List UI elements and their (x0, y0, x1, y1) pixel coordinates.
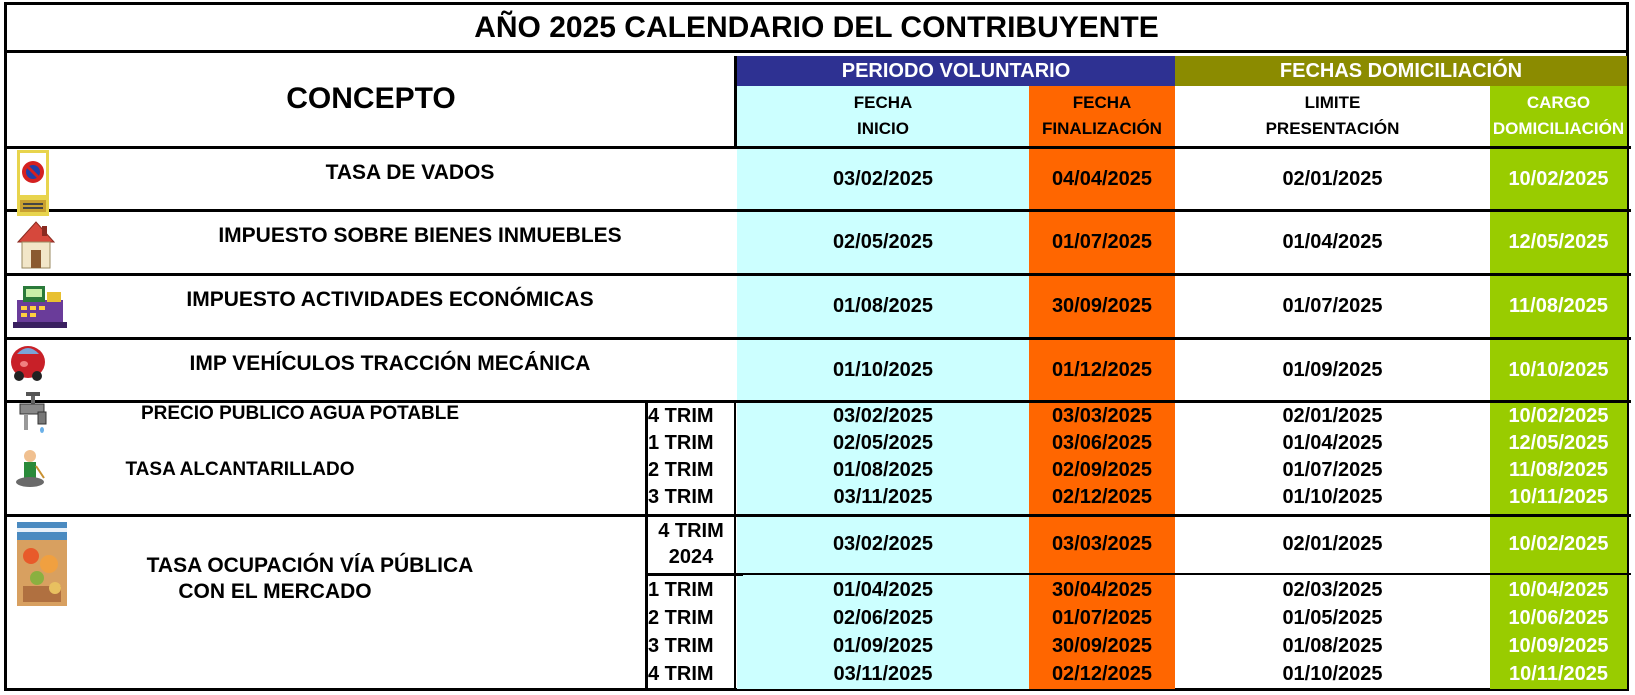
fecha-fin-value: 02/12/2025 (1051, 662, 1153, 685)
limite-value: 02/03/2025 (1282, 578, 1383, 601)
ocupacion-via-publica-label: TASA OCUPACIÓN VÍA PÚBLICA (146, 554, 474, 577)
no-parking-sign-icon (17, 150, 49, 216)
cash-register-icon (11, 278, 69, 330)
limite-value: 01/08/2025 (1282, 634, 1383, 657)
limite-value: 02/01/2025 (1282, 167, 1383, 190)
cargo-value: 10/02/2025 (1508, 405, 1609, 427)
trim-label: 1 TRIM (648, 578, 714, 601)
fecha-fin-value: 02/12/2025 (1051, 486, 1153, 508)
car-icon (8, 336, 48, 382)
trim-label: 4 TRIM 2024 (658, 520, 724, 568)
fecha-inicio-value: 01/09/2025 (832, 634, 934, 657)
cargo-value: 12/05/2025 (1508, 432, 1609, 454)
limite-value: 02/01/2025 (1282, 405, 1383, 427)
limite-presentacion-header: LIMITE PRESENTACIÓN (1265, 93, 1400, 138)
fecha-inicio-value: 01/08/2025 (832, 459, 934, 481)
limite-value: 01/09/2025 (1282, 358, 1383, 381)
concept-label: IMPUESTO SOBRE BIENES INMUEBLES (218, 224, 622, 247)
cargo-value: 10/10/2025 (1508, 358, 1609, 381)
fecha-inicio-header: FECHA INICIO (853, 93, 913, 138)
sewer-worker-icon (15, 448, 45, 488)
divider (737, 573, 1631, 575)
cargo-value: 10/04/2025 (1508, 578, 1609, 601)
fecha-fin-value: 03/03/2025 (1051, 532, 1153, 555)
cargo-value: 10/02/2025 (1508, 167, 1609, 190)
fecha-fin-value: 01/07/2025 (1051, 606, 1153, 629)
fecha-inicio-value: 02/05/2025 (832, 230, 934, 253)
water-tap-icon (18, 392, 48, 434)
cargo-value: 11/08/2025 (1509, 294, 1608, 317)
fecha-fin-value: 03/03/2025 (1051, 405, 1153, 427)
cargo-value: 11/08/2025 (1509, 459, 1608, 481)
concept-label: IMP VEHÍCULOS TRACCIÓN MECÁNICA (189, 352, 591, 375)
fecha-fin-value: 02/09/2025 (1051, 459, 1153, 481)
cargo-value: 10/02/2025 (1508, 532, 1609, 555)
fecha-inicio-value: 03/11/2025 (833, 662, 933, 685)
limite-value: 02/01/2025 (1282, 532, 1383, 555)
fecha-fin-value: 01/12/2025 (1051, 358, 1153, 381)
fecha-fin-value: 30/09/2025 (1051, 634, 1153, 657)
fecha-inicio-value: 03/02/2025 (832, 405, 934, 427)
cargo-value: 12/05/2025 (1508, 230, 1609, 253)
agua-potable-label: PRECIO PUBLICO AGUA POTABLE (140, 403, 460, 424)
limite-value: 01/04/2025 (1282, 432, 1383, 454)
cargo-value: 10/11/2025 (1509, 662, 1608, 685)
limite-value: 01/05/2025 (1282, 606, 1383, 629)
divider (734, 400, 736, 691)
cargo-value: 10/11/2025 (1509, 486, 1608, 508)
limite-value: 01/07/2025 (1282, 294, 1383, 317)
fecha-fin-value: 30/04/2025 (1051, 578, 1153, 601)
divider (734, 56, 737, 146)
fecha-fin-value: 30/09/2025 (1051, 294, 1153, 317)
trim-label: 4 TRIM (648, 662, 714, 685)
cargo-domiciliacion-header: CARGO DOMICILIACIÓN (1492, 93, 1625, 138)
fecha-inicio-value: 01/10/2025 (832, 358, 934, 381)
trim-label: 3 TRIM (648, 634, 714, 657)
cargo-value: 10/06/2025 (1508, 606, 1609, 629)
limite-value: 01/04/2025 (1282, 230, 1383, 253)
con-el-mercado-label: CON EL MERCADO (178, 580, 372, 603)
house-icon (13, 218, 59, 270)
cargo-value: 10/09/2025 (1508, 634, 1609, 657)
fecha-fin-value: 04/04/2025 (1051, 167, 1153, 190)
concept-label: TASA DE VADOS (325, 161, 495, 184)
concepto-header: CONCEPTO (286, 82, 456, 115)
periodo-voluntario-header: PERIODO VOLUNTARIO (737, 56, 1175, 86)
trim-label: 2 TRIM (648, 459, 714, 481)
fecha-inicio-value: 02/05/2025 (832, 432, 934, 454)
fechas-domiciliacion-header: FECHAS DOMICILIACIÓN (1175, 56, 1627, 86)
trim-label: 1 TRIM (648, 432, 714, 454)
fecha-finalizacion-header: FECHA FINALIZACIÓN (1042, 93, 1162, 138)
trim-label: 4 TRIM (648, 405, 714, 427)
fecha-fin-value: 03/06/2025 (1051, 432, 1153, 454)
tasa-alcantarillado-label: TASA ALCANTARILLADO (125, 459, 355, 480)
fecha-inicio-value: 01/08/2025 (832, 294, 934, 317)
limite-value: 01/10/2025 (1282, 662, 1383, 685)
trim-label: 2 TRIM (648, 606, 714, 629)
fecha-inicio-value: 02/06/2025 (832, 606, 934, 629)
concept-label: IMPUESTO ACTIVIDADES ECONÓMICAS (186, 288, 594, 311)
fecha-inicio-value: 01/04/2025 (832, 578, 934, 601)
fecha-inicio-value: 03/02/2025 (832, 532, 934, 555)
fecha-fin-value: 01/07/2025 (1051, 230, 1153, 253)
limite-value: 01/10/2025 (1282, 486, 1383, 508)
fecha-inicio-value: 03/11/2025 (833, 486, 933, 508)
fecha-inicio-value: 03/02/2025 (832, 167, 934, 190)
trim-label: 3 TRIM (648, 486, 714, 508)
page-title: AÑO 2025 CALENDARIO DEL CONTRIBUYENTE (7, 5, 1626, 53)
limite-value: 01/07/2025 (1282, 459, 1383, 481)
